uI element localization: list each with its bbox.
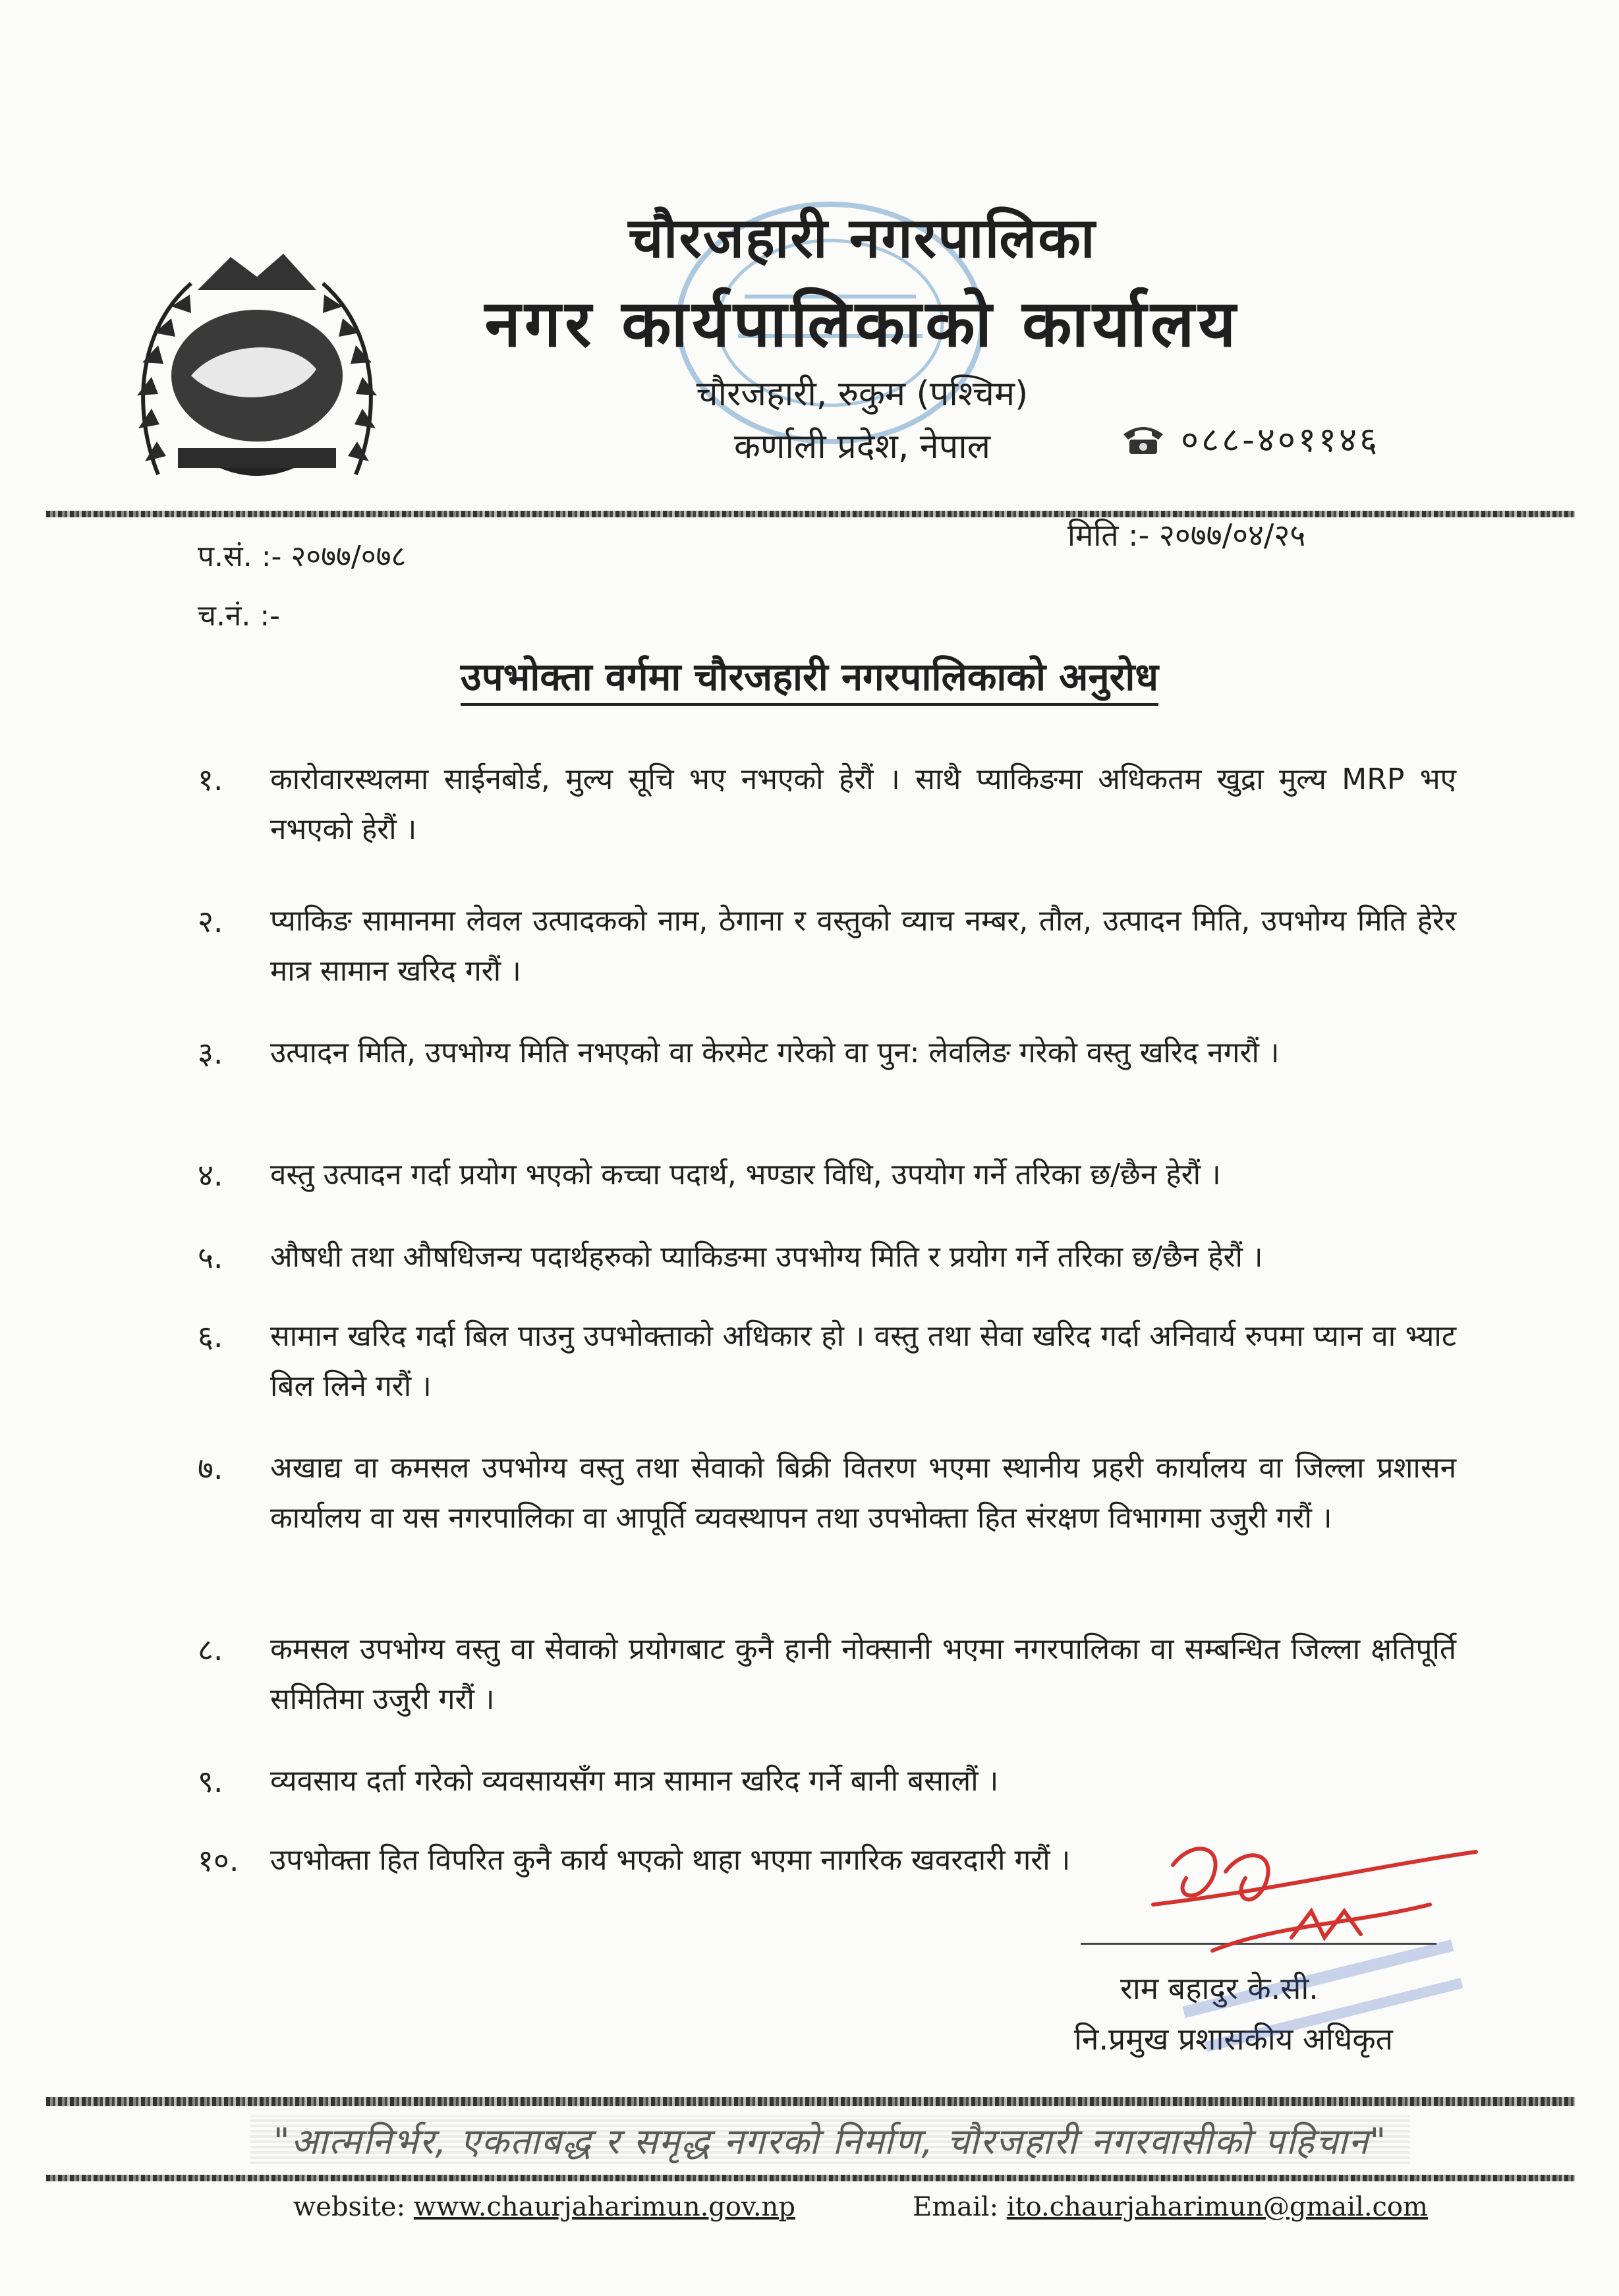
- footer-divider-top: [46, 2097, 1575, 2106]
- website-label: website:: [293, 2192, 406, 2222]
- list-item-text: वस्तु उत्पादन गर्दा प्रयोग भएको कच्चा पदार्थ, भण्डार विधि, उपयोग गर्ने तरिका छ/छैन हेरौं ।: [270, 1158, 1221, 1191]
- list-item-7: [198, 1443, 1456, 1543]
- list-item-2: [198, 896, 1456, 996]
- list-item-text: अखाद्य वा कमसल उपभोग्य वस्तु तथा सेवाको बिक्री वितरण भएमा स्थानीय प्रहरी कार्यालय वा जिल्ला प्रशासन कार्यालय वा यस नगरपालिका वा आपूर्ति व्यवस्थापन तथा उपभोक्ता हित संरक्षण विभागमा उजुरी गरौं ।: [270, 1451, 1456, 1535]
- website-info: [293, 2192, 795, 2222]
- address-line-2: कर्णाली प्रदेश, नेपाल: [734, 427, 990, 467]
- list-item-4: [198, 1150, 1456, 1200]
- list-item-8: [198, 1624, 1456, 1725]
- email-link[interactable]: ito.chaurjaharimun@gmail.com: [1006, 2192, 1428, 2222]
- list-item-text: उपभोक्ता हित विपरित कुनै कार्य भएको थाहा भएमा नागरिक खवरदारी गरौं ।: [270, 1843, 1071, 1877]
- list-item-text: व्यवसाय दर्ता गरेको व्यवसायसँग मात्र सामान खरिद गर्ने बानी बसालौं ।: [270, 1764, 999, 1798]
- list-item-9: [198, 1756, 1456, 1806]
- signatory-title: नि.प्रमुख प्रशासकीय अधिकृत: [1074, 2021, 1393, 2057]
- list-item-3: [198, 1028, 1456, 1078]
- list-item-6: [198, 1311, 1456, 1412]
- list-item-number: ३.: [198, 1035, 223, 1071]
- list-item-number: ६.: [198, 1319, 223, 1354]
- list-item-number: ७.: [198, 1450, 223, 1486]
- list-item-text: कारोवारस्थलमा साईनबोर्ड, मुल्य सूचि भए नभएको हेरौं । साथै प्याकिङमा अधिकतम खुद्रा मुल्य MRP भए नभएको हेरौं ।: [270, 762, 1456, 846]
- list-item-text: सामान खरिद गर्दा बिल पाउनु उपभोक्ताको अधिकार हो । वस्तु तथा सेवा खरिद गर्दा अनिवार्य रुपमा प्यान वा भ्याट बिल लिने गरौं ।: [270, 1319, 1456, 1403]
- list-item-number: १.: [198, 762, 223, 797]
- list-item-text: औषधी तथा औषधिजन्य पदार्थहरुको प्याकिङमा उपभोग्य मिति र प्रयोग गर्ने तरिका छ/छैन हेरौं ।: [270, 1240, 1263, 1274]
- list-item-text: कमसल उपभोग्य वस्तु वा सेवाको प्रयोगबाट कुनै हानी नोक्सानी भएमा नगरपालिका वा सम्बन्धित जिल्ला क्षतिपूर्ति समितिमा उजुरी गरौं ।: [270, 1632, 1456, 1716]
- list-item-number: ५.: [198, 1240, 223, 1275]
- subject-heading: [0, 649, 1619, 701]
- municipality-name: चौरजहारी नगरपालिका: [628, 206, 1096, 270]
- footer-divider-bottom: [46, 2175, 1575, 2181]
- email-info: [913, 2192, 1428, 2222]
- subject-text: उपभोक्ता वर्गमा चौरजहारी नगरपालिकाको अनुरोध: [461, 654, 1158, 706]
- telephone-icon: [1120, 422, 1166, 455]
- header-divider: [46, 511, 1575, 517]
- office-name: नगर कार्यपालिकाको कार्यालय: [484, 287, 1240, 362]
- address-line-1: चौरजहारी, रुकुम (पश्चिम): [696, 374, 1029, 414]
- letter-date: मिति :- २०७७/०४/२५: [1067, 517, 1306, 553]
- list-item-number: १०.: [198, 1843, 239, 1878]
- list-item-number: ४.: [198, 1157, 223, 1193]
- officer-stamp-icon: [1160, 1931, 1502, 2076]
- phone-number-text: ०८८-४०११४६: [1181, 420, 1380, 460]
- motto-banner: "आत्मनिर्भर, एकताबद्ध र समृद्ध नगरको निर्माण, चौरजहारी नगरवासीको पहिचान": [250, 2115, 1410, 2164]
- list-item-1: [198, 755, 1456, 855]
- reference-number: प.सं. :- २०७७/०७८: [198, 540, 407, 573]
- signatory-name: राम बहादुर के.सी.: [1120, 1970, 1319, 2006]
- list-item-number: ८.: [198, 1632, 223, 1667]
- list-item-number: २.: [198, 904, 223, 939]
- email-label: Email:: [913, 2192, 999, 2222]
- dispatch-number: च.नं. :-: [198, 599, 281, 633]
- website-link[interactable]: www.chaurjaharimun.gov.np: [413, 2192, 795, 2222]
- phone-number: [1120, 415, 1380, 462]
- list-item-5: [198, 1232, 1456, 1282]
- list-item-text: प्याकिङ सामानमा लेवल उत्पादकको नाम, ठेगाना र वस्तुको व्याच नम्बर, तौल, उत्पादन मिति, उपभोग्य मिति हेरेर मात्र सामान खरिद गरौं ।: [270, 904, 1456, 988]
- list-item-number: ९.: [198, 1764, 223, 1799]
- list-item-text: उत्पादन मिति, उपभोग्य मिति नभएको वा केरमेट गरेको वा पुन: लेवलिङ गरेको वस्तु खरिद नगरौं ।: [270, 1036, 1280, 1070]
